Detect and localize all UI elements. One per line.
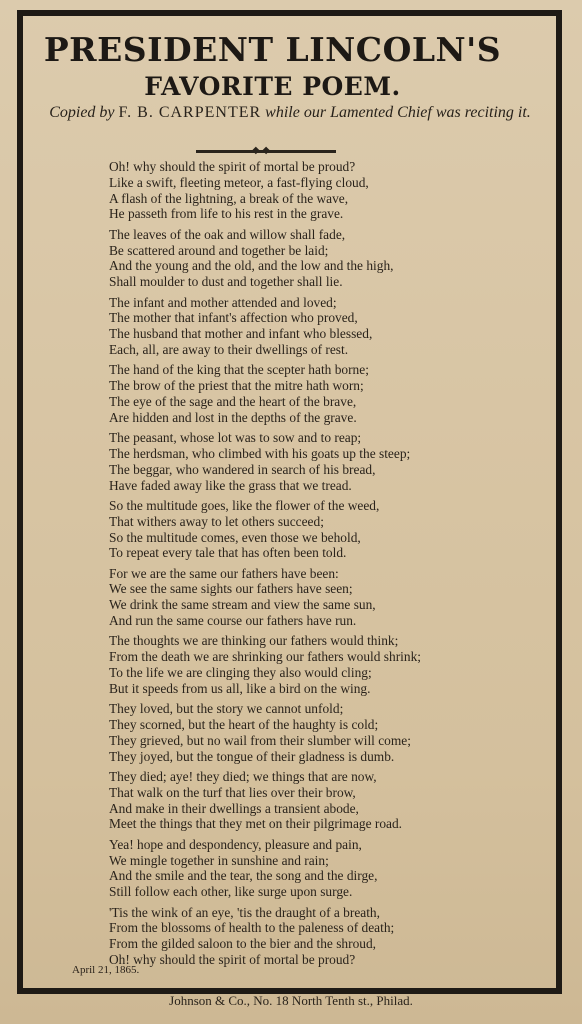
poem-line: Are hidden and lost in the depths of the grave. bbox=[109, 409, 357, 425]
poem-line: They loved, but the story we cannot unfold; bbox=[109, 701, 344, 717]
poster-title: PRESIDENT LINCOLN'S bbox=[43, 30, 502, 69]
printer-imprint: Johnson & Co., No. 18 North Tenth st., Philad. bbox=[169, 993, 413, 1008]
poem-line: They grieved, but no wail from their slumber will come; bbox=[109, 732, 411, 748]
poem-line: The beggar, who wandered in search of his bread, bbox=[109, 461, 376, 477]
poem-stanza bbox=[109, 769, 539, 832]
poem-stanza bbox=[109, 159, 539, 222]
poem-stanza bbox=[109, 566, 539, 629]
poem-line: The mother that infant's affection who proved, bbox=[109, 310, 358, 326]
poem-line: So the multitude comes, even those we behold, bbox=[109, 529, 361, 545]
poem-line: That walk on the turf that lies over their brow, bbox=[109, 784, 356, 800]
poem-line: To repeat every tale that has often been told. bbox=[109, 545, 347, 561]
poem-line: The eye of the sage and the heart of the brave, bbox=[109, 393, 357, 409]
poem-line: They joyed, but the tongue of their gladness is dumb. bbox=[109, 748, 395, 764]
poem-line: And make in their dwellings a transient abode, bbox=[109, 800, 359, 816]
credit-suffix: while our Lamented Chief was reciting it. bbox=[265, 104, 531, 121]
poem-line: The husband that mother and infant who blessed, bbox=[109, 326, 373, 342]
poem-line: And run the same course our fathers have run. bbox=[109, 613, 357, 629]
rule-ornament: ◆ ◆ bbox=[252, 145, 270, 156]
poem-line: To the life we are clinging they also would cling; bbox=[109, 665, 372, 681]
print-date: April 21, 1865. bbox=[72, 964, 140, 976]
credit-line bbox=[30, 103, 550, 122]
poem-line: So the multitude goes, like the flower of the weed, bbox=[109, 497, 380, 513]
poem-line: From the gilded saloon to the bier and the shroud, bbox=[109, 936, 377, 952]
poem-line: We mingle together in sunshine and rain; bbox=[109, 852, 329, 868]
poem-line: Oh! why should the spirit of mortal be proud? bbox=[109, 159, 356, 174]
poem-stanza bbox=[109, 362, 539, 425]
poem-line: A flash of the lightning, a break of the wave, bbox=[109, 190, 349, 206]
poem-line: Have faded away like the grass that we tread. bbox=[109, 477, 352, 493]
poem-line: We drink the same stream and view the same sun, bbox=[109, 597, 376, 613]
poem-line: 'Tis the wink of an eye, 'tis the draught of a breath, bbox=[109, 904, 380, 920]
poem-line: They scorned, but the heart of the haughty is cold; bbox=[109, 717, 379, 733]
poem-line: And the smile and the tear, the song and the dirge, bbox=[109, 868, 378, 884]
poem-line: For we are the same our fathers have been: bbox=[109, 565, 339, 581]
poem-line: We see the same sights our fathers have seen; bbox=[109, 581, 353, 597]
credit-name: F. B. CARPENTER bbox=[118, 104, 262, 121]
poem-line: The brow of the priest that the mitre hath worn; bbox=[109, 378, 364, 394]
poem-stanza bbox=[109, 430, 539, 493]
poem-line: The thoughts we are thinking our fathers would think; bbox=[109, 633, 399, 649]
poem-line: That withers away to let others succeed; bbox=[109, 513, 324, 529]
poem-line: Like a swift, fleeting meteor, a fast-flying cloud, bbox=[109, 174, 369, 190]
poem-line: Still follow each other, like surge upon surge. bbox=[109, 884, 353, 900]
poem-line: And the young and the old, and the low and the high, bbox=[109, 258, 394, 274]
poem-stanza bbox=[109, 905, 539, 968]
poem-stanza bbox=[109, 295, 539, 358]
poem-line: Shall moulder to dust and together shall lie. bbox=[109, 274, 343, 290]
poem-body bbox=[109, 159, 539, 972]
poem-line: Meet the things that they met on their pilgrimage road. bbox=[109, 816, 403, 832]
credit-prefix: Copied by bbox=[49, 104, 115, 121]
poem-line: Each, all, are away to their dwellings of rest. bbox=[109, 341, 349, 357]
poem-line: Be scattered around and together be laid; bbox=[109, 242, 329, 258]
poem-stanza bbox=[109, 227, 539, 290]
poem-line: Oh! why should the spirit of mortal be proud? bbox=[109, 951, 356, 967]
poem-line: But it speeds from us all, like a bird on the wing. bbox=[109, 680, 371, 696]
poem-line: From the death we are shrinking our fathers would shrink; bbox=[109, 649, 422, 665]
poem-line: From the blossoms of health to the paleness of death; bbox=[109, 920, 395, 936]
poem-line: Yea! hope and despondency, pleasure and pain, bbox=[109, 836, 362, 852]
poem-stanza bbox=[109, 701, 539, 764]
poem-line: The leaves of the oak and willow shall fade, bbox=[109, 226, 346, 242]
poem-line: The peasant, whose lot was to sow and to reap; bbox=[109, 430, 362, 446]
poem-line: They died; aye! they died; we things that are now, bbox=[109, 769, 377, 785]
poem-stanza bbox=[109, 498, 539, 561]
poem-stanza bbox=[109, 837, 539, 900]
poster-subtitle: FAVORITE POEM. bbox=[144, 72, 401, 101]
poem-line: The herdsman, who climbed with his goats up the steep; bbox=[109, 445, 411, 461]
poem-line: The hand of the king that the scepter hath borne; bbox=[109, 362, 369, 378]
poem-line: The infant and mother attended and loved; bbox=[109, 294, 337, 310]
poem-line: He passeth from life to his rest in the grave. bbox=[109, 206, 344, 222]
poem-stanza bbox=[109, 633, 539, 696]
